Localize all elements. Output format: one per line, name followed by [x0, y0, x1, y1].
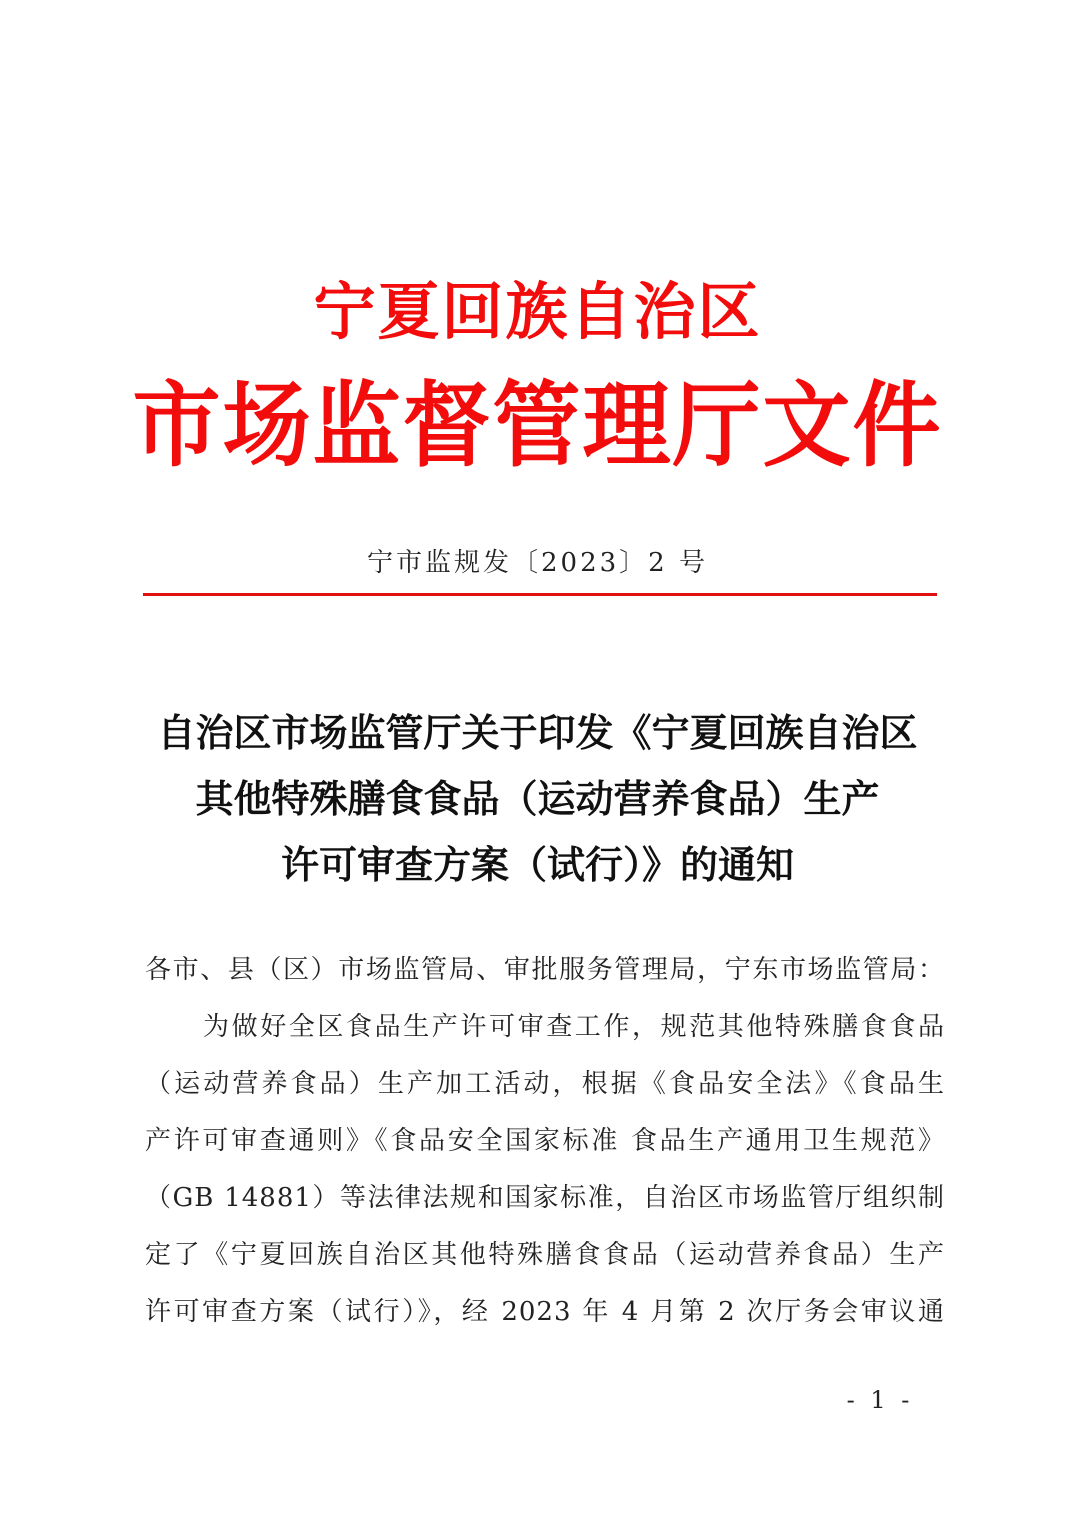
notice-title — [120, 700, 955, 898]
red-divider-rule — [143, 593, 937, 596]
body-line: （运动营养食品）生产加工活动，根据《食品安全法》《食品生 — [145, 1069, 945, 1099]
body-line: 产许可审查通则》《食品安全国家标准 食品生产通用卫生规范》 — [145, 1126, 945, 1156]
document-header-title: 市场监督管理厅文件 — [132, 370, 943, 480]
addressee-line: 各市、县（区）市场监管局、审批服务管理局，宁东市场监管局： — [145, 955, 945, 985]
notice-title-line: 自治区市场监管厅关于印发《宁夏回族自治区 — [157, 710, 918, 755]
page-number: - 1 - — [846, 1386, 914, 1414]
document-number: 宁市监规发〔2023〕2 号 — [367, 548, 708, 578]
body-line: 为做好全区食品生产许可审查工作，规范其他特殊膳食食品 — [203, 1012, 945, 1042]
notice-title-line: 许可审查方案（试行）》的通知 — [280, 842, 794, 887]
body-line: （GB 14881）等法律法规和国家标准，自治区市场监管厅组织制 — [145, 1183, 945, 1213]
document-body — [145, 942, 945, 1341]
body-line: 定了《宁夏回族自治区其他特殊膳食食品（运动营养食品）生产 — [145, 1240, 945, 1270]
issuer-name: 宁夏回族自治区 — [313, 275, 762, 348]
notice-title-line: 其他特殊膳食食品（运动营养食品）生产 — [195, 776, 880, 821]
body-line: 许可审查方案（试行）》，经 2023 年 4 月第 2 次厅务会审议通 — [145, 1297, 945, 1327]
